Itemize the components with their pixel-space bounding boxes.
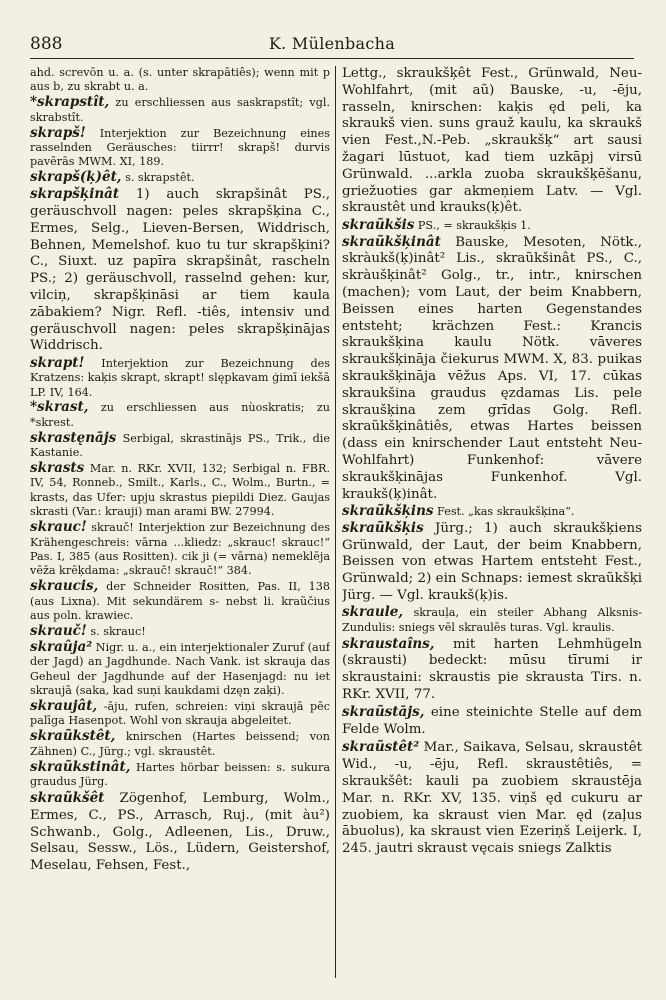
entry-body: zu erschliessen aus saskrapstît; vgl. skrabstît.	[30, 96, 330, 124]
dictionary-entry	[30, 186, 330, 355]
dictionary-entry	[30, 126, 330, 170]
entry-headword: skraũkšķins	[342, 502, 434, 519]
entry-headword: *skrast,	[30, 399, 89, 416]
entry-headword: skraûja²	[30, 638, 93, 655]
entry-headword: *skrapstît,	[30, 94, 110, 111]
dictionary-entry	[30, 520, 330, 579]
dictionary-entry	[342, 504, 642, 519]
entry-body: Interjektion zur Bezeichnung eines rasselnden Geräusches: tiirrr! skrapš! durvis pavērās MWM. XI, 189.	[30, 126, 330, 169]
entry-body: s. skrauc!	[90, 625, 146, 639]
entry-body: der Schneider Rositten, Pas. II, 138 (aus Lixna). Mit sekundärem s- nebst li. kraũčius aus poln. krawiec.	[30, 580, 330, 623]
entry-body: Fest. „kas skraukšķina“.	[437, 504, 575, 518]
dictionary-entry	[342, 739, 642, 858]
entry-body: Mar. n. RKr. XVII, 132; Serbigal n. FBR. IV, 54, Ronneb., Smilt., Karls., C., Wolm., Burtn., = krasts, das Ufer: upju skrastus piepildi Diez. Gaujas skrasti (Var.: krauji) man arami BW. 27994.	[30, 462, 330, 519]
entry-headword: skrapš!	[30, 124, 86, 141]
dictionary-entry	[30, 170, 330, 185]
entry-body: Zögenhof, Lemburg, Wolm., Ermes, C., PS., Arrasch, Ruj., (mit àu²) Schwanb., Golg., Adleenen, Lis., Druw., Selsau, Sessw., Lös., Lüdern, Geistershof, Meselau, Fehsen, Fest.,	[30, 791, 330, 874]
entry-body: Jürg.; 1) auch skraukšķiens Grünwald, der Laut, der beim Knabbern, Beissen von etwas Hartem entsteht Fest., Grünwald; 2) ein Schnaps: iemest skraũkšķi Jürg.	[342, 520, 642, 603]
entry-body: knirschen (Hartes beissend; von Zähnen) C., Jürg.; vgl. skraustêt.	[30, 730, 330, 758]
page-header	[30, 30, 634, 59]
entry-headword: skraũstājs,	[342, 704, 425, 721]
entry-headword: skraucis,	[30, 578, 99, 595]
entry-body: mit harten Lehmhügeln (skrausti) bedeckt: mūsu tīrumi ir skraustaini: skraustis pie skrausta Tirs. n. RKr. XVII, 77.	[342, 636, 642, 702]
dictionary-entry	[342, 234, 642, 504]
entry-headword: skraujât,	[30, 698, 98, 715]
entry-body: skrauļa, ein steiler Abhang Alksnis-Zundulis: sniegs vēl skraulēs turas.	[342, 606, 642, 634]
entry-body: zu erschliessen aus nùoskratis; zu *skrest.	[30, 401, 330, 429]
entry-headword: skraũkšķis	[342, 519, 424, 536]
entry-body: Mar., Saikava, Selsau, skraustêt Wid., -u, -ēju, Refl. skraustêtiês, = skraukšêt: kauli pa zuobiem skraustēja Mar. n. RKr. XV, 135. viņš ęd cukuru ar zuobiem, ka skraust vien Mar. ęd (zaļus ābuolus), ka skraust vien Ezeriņš Leijerk. I, 245. jautri skraust vęcais sniegs Zalktis	[342, 740, 642, 857]
dictionary-entry	[30, 95, 330, 125]
dictionary-entry	[30, 431, 330, 461]
entry-headword: skraũkšis	[342, 216, 415, 233]
entry-headword: skraũkšêt	[30, 790, 105, 806]
entry-body: Lettg., skraukšķêt Fest., Grünwald, Neu-Wohlfahrt, (mit aũ) Bauske, -u, -ēju, rasseln, knirschen: kaķis ęd peli, ka skraukš vien. suns grauž kaulu, ka skraukš vien Fest.,N.-Peb. „skraukšķ“ art sausi žagari lūstuot, kad tiem uzkāpj virsū Grünwald. ...arkla zuoba skraukšķēšanu, griežuoties gar akmeņiem Latv.	[342, 66, 642, 199]
entry-body: Nigr. u. a., ein interjektionaler Zuruf (auf der Jagd) an Jagdhunde. Nach Vank. ist skrauja das Geheul der Jagdhunde auf der Hasenjagd: nu iet skraujā (saka, kad suņi kaukdami dzęn zaķi).	[30, 640, 330, 698]
dictionary-entry	[342, 520, 642, 605]
entry-crossref: Vgl. kraulis.	[546, 620, 615, 634]
entry-headword: skrapš(ķ)êt,	[30, 169, 122, 186]
entry-headword: skrapt!	[30, 354, 85, 371]
entry-headword: skrastęnājs	[30, 429, 117, 446]
entry-body: PS., = skraukšķis 1.	[417, 218, 531, 232]
entry-headword: skraũstêt²	[342, 739, 420, 756]
entry-body: skrauč! Interjektion zur Bezeichnung des Krähengeschreis: vārna ...kliedz: „skrauc! skrauc!“ Pas. I, 385 (aus Rositten). cik ji (= vārna) nemeklēja vēža krēķdama: „skrauč! skrauč!“ 384.	[30, 521, 330, 578]
entry-headword: skraũkstêt,	[30, 728, 116, 745]
entry-body: -āju, rufen, schreien: viņi skraujā pēc palīga Hasenpot. Wohl von skrauja abgeleitet.	[30, 700, 330, 728]
entry-headword: skraustaîns,	[342, 635, 435, 652]
dictionary-entry	[30, 356, 330, 400]
entry-headword: skrapšķinât	[30, 186, 120, 203]
entry-crossref: Vgl. kraukš(ķ)inât.	[342, 469, 642, 502]
entry-body: Bauske, Mesoten, Nötk., skràukš(ķ)inât² Lis., skraũkšinât PS., C., skràušķinât² Golg., tr., intr., knirschen (machen); vom Laut, der beim Knabbern, Beissen eines harten Gegenstandes entsteht; krächzen Fest.: Krancis skraukšķina kaulu Nötk. vāveres skraukšķināja čiekurus MWM. X, 83. puikas skraukšķināja vēžus Aps. VI, 17. cūkas skraukšina graudus ęzdamas Lis. pele skraušķina zem grīdas Golg. Refl. skraũkšķinâtiês, etwas Hartes beissen (dass ein knirschender Laut entsteht Neu-Wohlfahrt) Funkenhof: vāvere skraukšķinājas Funkenhof.	[342, 234, 642, 485]
dictionary-entry	[30, 729, 330, 759]
column-divider	[335, 66, 336, 978]
entry-crossref: — Vgl. skraustêt und krauks(ķ)êt.	[342, 183, 642, 216]
dictionary-entry	[342, 704, 642, 739]
dictionary-entry	[342, 218, 642, 233]
entry-body: s. skrapstêt.	[125, 171, 195, 185]
right-column	[342, 66, 642, 980]
entry-body: eine steinichte Stelle auf dem Felde Wolm.	[342, 705, 642, 738]
dictionary-entry	[30, 760, 330, 790]
dictionary-entry	[30, 461, 330, 520]
entry-headword: skrauc!	[30, 519, 87, 536]
entry-crossref: — Vgl. kraukš(ķ)is.	[379, 587, 509, 603]
page-number: 888	[30, 34, 63, 54]
dictionary-entry	[342, 66, 642, 217]
dictionary-entry	[30, 790, 330, 875]
entry-headword: skraũkšķinât	[342, 233, 441, 250]
left-column	[30, 66, 330, 980]
entry-body: Hartes hörbar beissen: s. sukura graudus Jürg.	[30, 760, 330, 789]
dictionary-entry	[30, 640, 330, 699]
running-head: K. Mülenbacha	[268, 34, 396, 53]
dictionary-entry	[30, 624, 330, 639]
entry-body: Serbigal, skrastinājs PS., Trik., die Kastanie.	[30, 431, 330, 460]
dictionary-entry	[342, 605, 642, 635]
entry-body: ahd. screvōn u. a. (s. unter skrapātiês); wenn mit p aus b, zu skrabt u. a.	[30, 66, 330, 94]
dictionary-entry	[342, 636, 642, 704]
entry-headword: skrasts	[30, 460, 85, 477]
dictionary-entry	[30, 579, 330, 623]
dictionary-entry	[30, 699, 330, 729]
entry-body: 1) auch skrapšinât PS., geräuschvoll nagen: peles skrapšķina C., Ermes, Selg., Lieven-Bersen, Widdrisch, Behnen, Memelshof. kuo tu tur skrapšķini? C., Siuxt. uz papīra skrapšinât, rascheln PS.; 2) geräuschvoll, rasselnd gehen: kur, vilciņ, skrapšķināsi ar tiem kaula zābakiem? Nigr. Refl. -tiês, intensiv und geräuschvoll nagen: peles skrapšķinājas Widdrisch.	[30, 187, 330, 354]
entry-headword: skraule,	[342, 604, 404, 621]
entry-headword: skraũkstinât,	[30, 758, 131, 775]
entry-headword: skrauč!	[30, 623, 87, 640]
entry-body: Interjektion zur Bezeichnung des Kratzens: kaķis skrapt, skrapt! slępkavam ģimī iekšā LP. IV, 164.	[30, 356, 330, 399]
dictionary-entry	[30, 400, 330, 430]
dictionary-entry	[30, 66, 330, 95]
